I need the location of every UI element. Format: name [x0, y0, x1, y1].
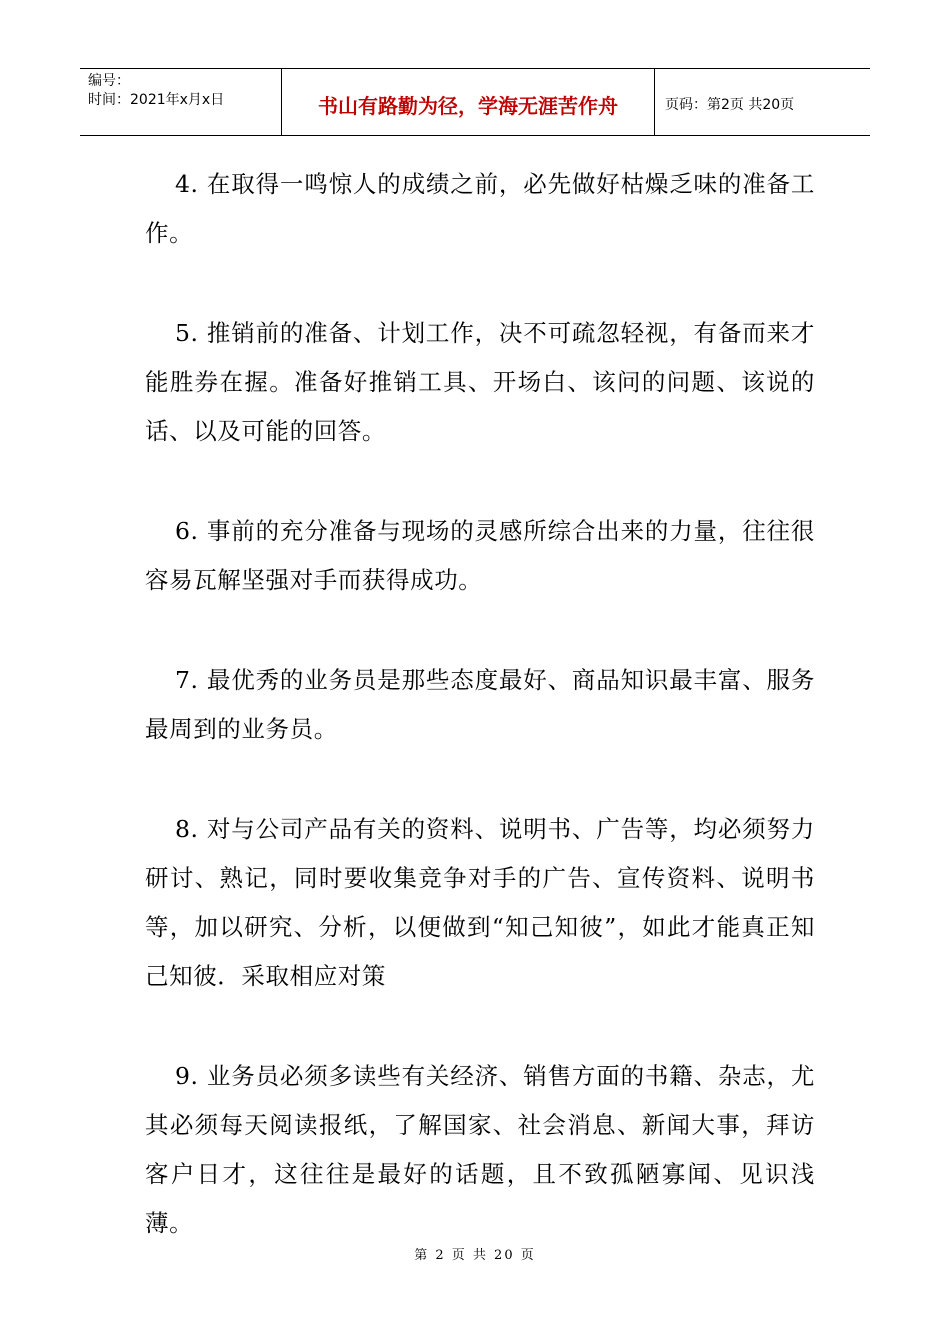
document-time-label: 时间：2021年x月x日	[88, 92, 225, 108]
page-header	[80, 68, 870, 136]
paragraph-5: 5. 推销前的准备、计划工作，决不可疏忽轻视，有备而来才能胜券在握。准备好推销工具、开场白、该问的问题、该说的话、以及可能的回答。	[145, 319, 815, 445]
header-motto: 书山有路勤为径，学海无涯苦作舟	[282, 69, 655, 135]
paragraph-9: 9. 业务员必须多读些有关经济、销售方面的书籍、杂志，尤其必须每天阅读报纸，了解国家、社会消息、新闻大事，拜访客户日才，这往往是最好的话题，且不致孤陋寡闻、见识浅薄。	[145, 1062, 815, 1237]
header-page-info: 页码：第2页 共20页	[665, 97, 795, 113]
paragraph-6: 6. 事前的充分准备与现场的灵感所综合出来的力量，往往很容易瓦解坚强对手而获得成功。	[145, 517, 815, 594]
paragraph-4: 4. 在取得一鸣惊人的成绩之前，必先做好枯燥乏味的准备工作。	[145, 170, 815, 247]
document-number-label: 编号：	[88, 73, 130, 89]
document-body	[145, 160, 815, 1299]
header-meta	[80, 69, 282, 135]
page-footer: 第 2 页 共 20 页	[414, 1248, 536, 1263]
paragraph-7: 7. 最优秀的业务员是那些态度最好、商品知识最丰富、服务最周到的业务员。	[145, 666, 815, 743]
paragraph-8: 8. 对与公司产品有关的资料、说明书、广告等，均必须努力研讨、熟记，同时要收集竞争对手的广告、宣传资料、说明书等，加以研究、分析，以便做到“知己知彼”，如此才能真正知己知彼．采取相应对策	[145, 815, 815, 990]
